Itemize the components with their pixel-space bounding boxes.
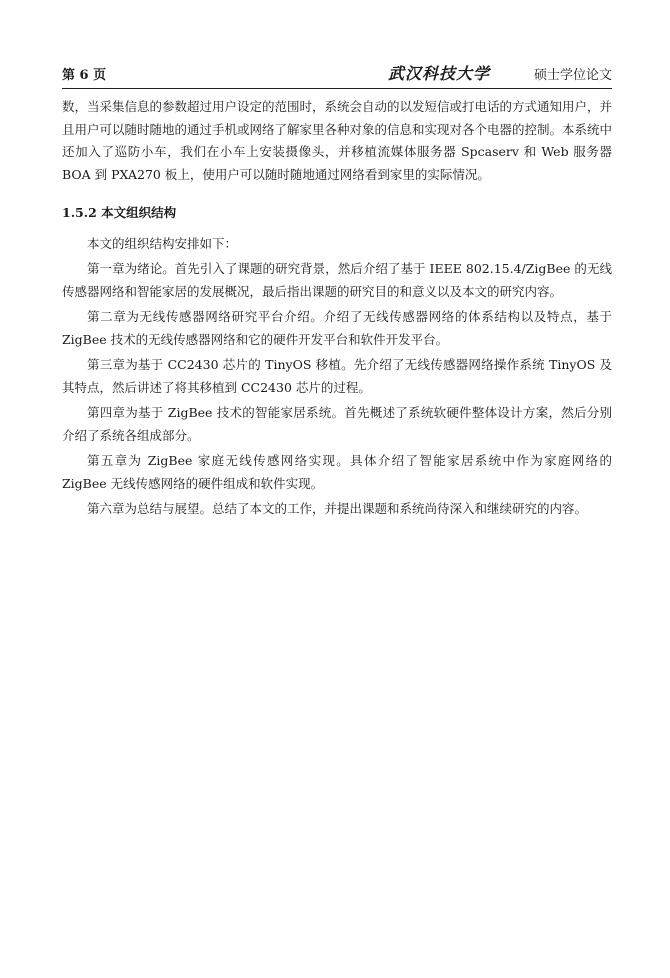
- page-number: 第 6 页: [62, 68, 107, 83]
- page-body: [62, 96, 612, 521]
- thesis-type: 硕士学位论文: [533, 68, 612, 83]
- university-name: 武汉科技大学: [387, 64, 490, 83]
- section-heading: 1.5.2 本文组织结构: [62, 205, 177, 220]
- continued-paragraph: 数，当采集信息的参数超过用户设定的范围时，系统会自动的以发短信或打电话的方式通知用户，并且用户可以随时随地的通过手机或网络了解家里各种对象的信息和实现对各个电器的控制。本系统中还加入了巡防小车，我们在小车上安装摄像头，并移植流媒体服务器 Spcaserv 和 Web 服务器 BOA 到 PXA270 板上，使用户可以随时随地通过网络看到家里的实际情况。: [62, 99, 613, 182]
- chapter-2-summary: 第二章为无线传感器网络研究平台介绍。介绍了无线传感器网络的体系结构以及特点，基于 ZigBee 技术的无线传感器网络和它的硬件开发平台和软件开发平台。: [62, 309, 612, 347]
- chapter-1-summary: 第一章为绪论。首先引入了课题的研究背景，然后介绍了基于 IEEE 802.15.4/ZigBee 的无线传感器网络和智能家居的发展概况，最后指出课题的研究目的和意义以及本文的研究内容。: [62, 261, 612, 299]
- chapter-4-summary: 第四章为基于 ZigBee 技术的智能家居系统。首先概述了系统软硬件整体设计方案，然后分别介绍了系统各组成部分。: [62, 405, 612, 443]
- chapter-3-summary: 第三章为基于 CC2430 芯片的 TinyOS 移植。先介绍了无线传感器网络操作系统 TinyOS 及其特点，然后讲述了将其移植到 CC2430 芯片的过程。: [62, 357, 612, 395]
- chapter-5-summary: 第五章为 ZigBee 家庭无线传感网络实现。具体介绍了智能家居系统中作为家庭网络的 ZigBee 无线传感网络的硬件组成和软件实现。: [62, 453, 612, 491]
- chapter-6-summary: 第六章为总结与展望。总结了本文的工作，并提出课题和系统尚待深入和继续研究的内容。: [87, 501, 588, 516]
- section-intro: 本文的组织结构安排如下：: [87, 235, 238, 251]
- page-header: [62, 60, 612, 89]
